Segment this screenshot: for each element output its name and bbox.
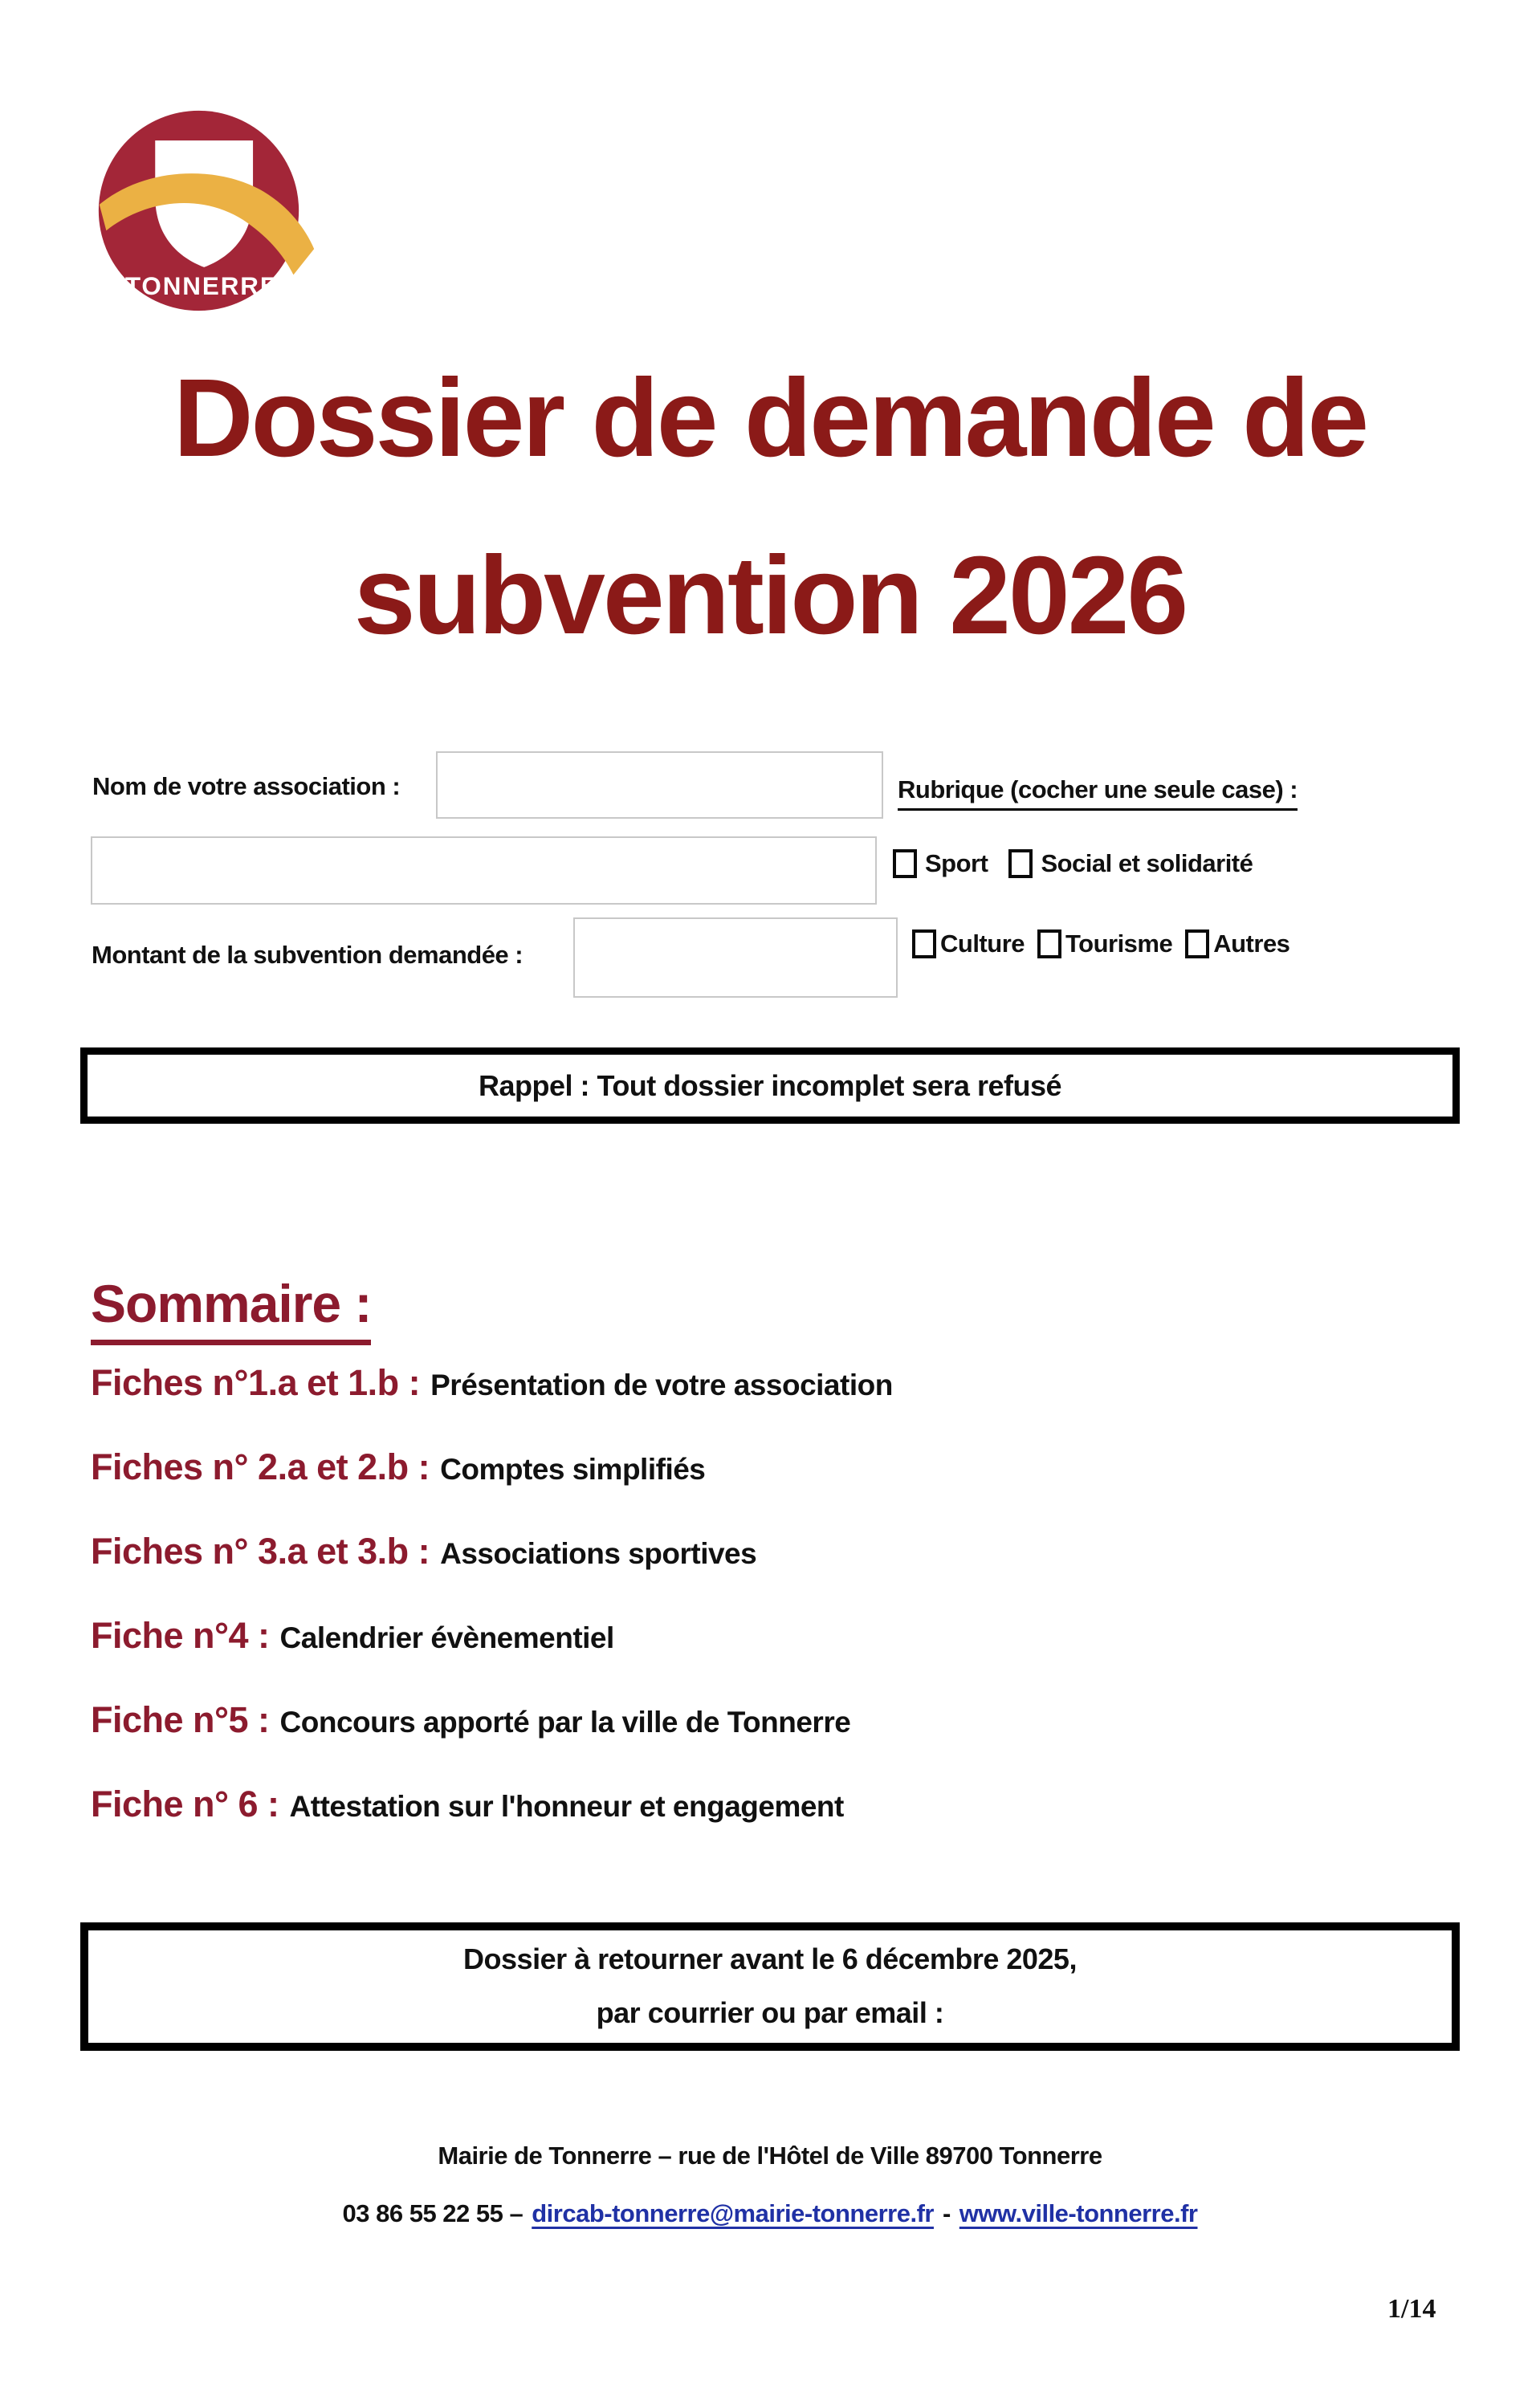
amount-requested-label: Montant de la subvention demandée : (92, 941, 524, 969)
toc-desc: Calendrier évènementiel (279, 1621, 614, 1654)
toc-item-fiche-3 (91, 1531, 757, 1572)
checkbox-social-label: Social et solidarité (1041, 849, 1253, 877)
association-name-input[interactable] (436, 751, 883, 819)
toc-ref: Fiche n° 6 : (91, 1784, 279, 1824)
footer-contact-line (0, 2199, 1540, 2228)
rubrique-option-sport (893, 849, 988, 878)
reminder-box (80, 1047, 1460, 1124)
toc-desc: Comptes simplifiés (440, 1453, 706, 1486)
amount-requested-input[interactable] (573, 917, 898, 998)
rubrique-option-autres (1185, 929, 1289, 958)
document-title-line1: Dossier de demande de (173, 356, 1367, 480)
association-name-input-line2[interactable] (91, 836, 877, 905)
checkbox-tourisme[interactable] (1037, 929, 1061, 958)
toc-ref: Fiches n° 2.a et 2.b : (91, 1446, 430, 1487)
toc-ref: Fiche n°4 : (91, 1615, 270, 1656)
association-name-label: Nom de votre association : (92, 772, 401, 800)
toc-desc: Associations sportives (440, 1537, 757, 1570)
rubrique-label: Rubrique (cocher une seule case) : (898, 775, 1298, 811)
logo-text: TONNERRE (124, 272, 279, 301)
checkbox-sport[interactable] (893, 849, 917, 878)
toc-item-fiche-4 (91, 1615, 614, 1656)
checkbox-social-et-solidarite[interactable] (1008, 849, 1033, 878)
checkbox-tourisme-label: Tourisme (1065, 929, 1173, 958)
toc-item-fiche-5 (91, 1699, 851, 1740)
toc-item-fiche-1 (91, 1362, 893, 1403)
footer-separator: - (942, 2199, 951, 2227)
toc-ref: Fiche n°5 : (91, 1699, 270, 1740)
reminder-text: Rappel : Tout dossier incomplet sera refusé (478, 1068, 1061, 1102)
checkbox-autres-label: Autres (1213, 929, 1290, 958)
toc-desc: Attestation sur l'honneur et engagement (289, 1790, 844, 1823)
checkbox-culture[interactable] (912, 929, 936, 958)
toc-item-fiche-2 (91, 1446, 706, 1487)
rubrique-row2 (912, 929, 1289, 958)
return-deadline-box (80, 1922, 1460, 2051)
tonnerre-city-logo (80, 92, 317, 329)
email-link[interactable]: dircab-tonnerre@mairie-tonnerre.fr (532, 2199, 934, 2227)
toc-ref: Fiches n°1.a et 1.b : (91, 1362, 421, 1403)
rubrique-option-social (1008, 849, 1253, 878)
rubrique-row1 (893, 849, 1253, 878)
footer-address: Mairie de Tonnerre – rue de l'Hôtel de Ville 89700 Tonnerre (438, 2142, 1102, 2170)
checkbox-culture-label: Culture (940, 929, 1025, 958)
rubrique-option-culture (912, 929, 1025, 958)
website-link[interactable]: www.ville-tonnerre.fr (959, 2199, 1198, 2227)
rubrique-option-tourisme (1037, 929, 1172, 958)
return-deadline-line1: Dossier à retourner avant le 6 décembre 2025, (463, 1942, 1077, 1976)
footer-phone: 03 86 55 22 55 – (342, 2199, 524, 2227)
return-deadline-line2: par courrier ou par email : (596, 1996, 944, 2029)
document-title-line2: subvention 2026 (353, 534, 1187, 657)
toc-desc: Présentation de votre association (430, 1369, 893, 1401)
toc-ref: Fiches n° 3.a et 3.b : (91, 1531, 430, 1572)
sommaire-heading: Sommaire : (91, 1273, 371, 1345)
page-number: 1/14 (1387, 2294, 1436, 2324)
checkbox-sport-label: Sport (925, 849, 988, 877)
toc-item-fiche-6 (91, 1786, 844, 1822)
checkbox-autres[interactable] (1185, 929, 1209, 958)
toc-desc: Concours apporté par la ville de Tonnerre (279, 1706, 851, 1739)
